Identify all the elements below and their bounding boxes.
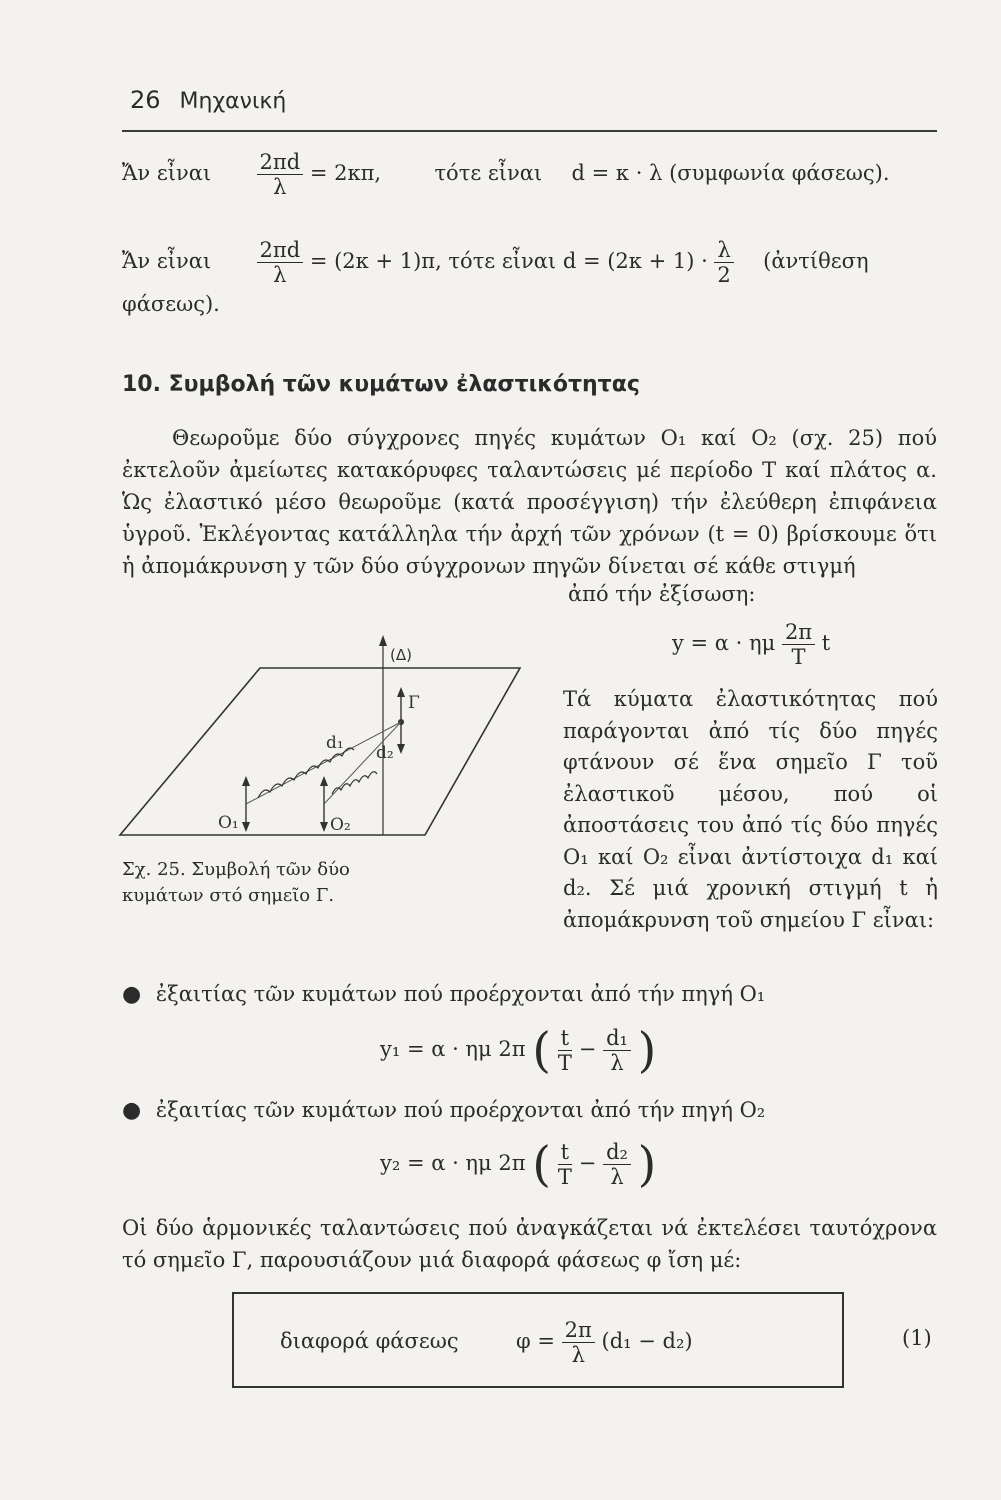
cond2-fraction: $\frac{2\pi d}{\lambda}$ (257, 238, 304, 287)
cond1-rhs: = 2κπ, (309, 161, 382, 186)
axis-arrowhead (379, 635, 387, 646)
page-number: 26 (130, 86, 161, 114)
equation-y2: y₂ = α · ημ 2π ( $\frac{t}{T}$ − $\frac{\text{d₂}}{\lambda}$ ) (380, 1136, 657, 1193)
section-title: 10. Συμβολή τῶν κυμάτων ἐλαστικότητας (122, 372, 640, 397)
axis-label: (Δ) (390, 646, 412, 664)
liquid-surface-plane (120, 668, 520, 835)
cond2-line2: φάσεως). (122, 292, 220, 316)
cond1-prefix: Ἄν εἶναι (122, 161, 212, 186)
source-equation: y = α · ημ $\frac{2\pi}{T}$ t (672, 620, 831, 670)
equation-number: (1) (902, 1326, 932, 1350)
conclusion-paragraph: Οἱ δύο ἁρμονικές ταλαντώσεις πού ἀναγκάζεται νά ἐκτελέσει ταυτόχρονα τό σημεῖο Γ, παρουσιάζουν μιά διαφορά φάσεως φ ἴση μέ: (122, 1216, 937, 1272)
right-column-text: Τά κύματα ἐλαστικότητας πού παράγονται ἀπό τίς δύο πηγές φτάνουν σέ ἕνα σημεῖο Γ τοῦ ἐλαστικοῦ μέσου, πού οἱ ἀποστάσεις του ἀπό τίς δύο πηγές O₁ καί O₂ εἶναι ἀντίστοιχα d₁ καί d₂. Σέ μιά χρονική στιγμή t ἡ ἀπομάκρυνση τοῦ σημείου Γ εἶναι: (563, 687, 938, 932)
o2-label: O₂ (330, 815, 351, 835)
bullet-dot-icon: ● (122, 982, 142, 1007)
bullet-2: ● ἐξαιτίας τῶν κυμάτων πού προέρχονται ἀπό τήν πηγή O₂ (122, 1098, 766, 1123)
cond1-result: d = κ · λ (συμφωνία φάσεως). (571, 161, 890, 186)
header-rule (122, 130, 937, 132)
intro-tail: ἀπό τήν ἐξίσωση: (568, 582, 756, 606)
cond2-prefix: Ἄν εἶναι (122, 249, 212, 274)
bullet-1: ● ἐξαιτίας τῶν κυμάτων πού προέρχονται ἀπό τήν πηγή O₁ (122, 982, 766, 1007)
wave-from-o2 (332, 772, 377, 794)
interference-figure (118, 630, 538, 850)
cond1-then: τότε εἶναι (434, 161, 543, 186)
point-g-label: Γ (408, 693, 420, 713)
condition-2 (122, 238, 869, 287)
cond1-fraction: $\frac{2\pi d}{\lambda}$ (257, 150, 304, 199)
d1-label: d₁ (326, 733, 344, 753)
cond2-tail: (ἀντίθεση (763, 249, 869, 274)
condition-1 (122, 150, 890, 199)
d2-label: d₂ (376, 743, 394, 763)
phase-difference-label: διαφορά φάσεως (280, 1329, 459, 1354)
intro-paragraph: Θεωροῦμε δύο σύγχρονες πηγές κυμάτων O₁ καί O₂ (σχ. 25) πού ἐκτελοῦν ἀμείωτες κατακόρυφες ταλαντώσεις μέ περίοδο T καί πλάτος α. Ὡς ἐλαστικό μέσο θεωροῦμε (κατά προσέγγιση) τήν ἐλεύθερη ἐπιφάνεια ὑγροῦ. Ἐκλέγοντας κατάλληλα τήν ἀρχή τῶν χρόνων (t = 0) βρίσκουμε ὅτι ἡ ἀπομάκρυνση y τῶν δύο σύγχρονων πηγῶν δίνεται σέ κάθε στιγμή (122, 426, 937, 578)
o1-label: O₁ (218, 813, 239, 833)
figure-caption: Σχ. 25. Συμβολή τῶν δύο κυμάτων στό σημεῖο Γ. (122, 859, 350, 906)
bullet-dot-icon: ● (122, 1098, 142, 1123)
running-header (130, 86, 286, 114)
running-title: Μηχανική (179, 89, 287, 114)
cond2-lambda-half: $\frac{\lambda}{2}$ (714, 238, 733, 287)
boxed-equation-content: διαφορά φάσεως φ = $\frac{2\pi}{\lambda}$ (d₁ − d₂) (280, 1318, 693, 1368)
cond2-rhs: = (2κ + 1)π, τότε εἶναι d = (2κ + 1) · (309, 249, 708, 274)
equation-y1: y₁ = α · ημ 2π ( $\frac{t}{T}$ − $\frac{\text{d₁}}{\lambda}$ ) (380, 1022, 657, 1079)
